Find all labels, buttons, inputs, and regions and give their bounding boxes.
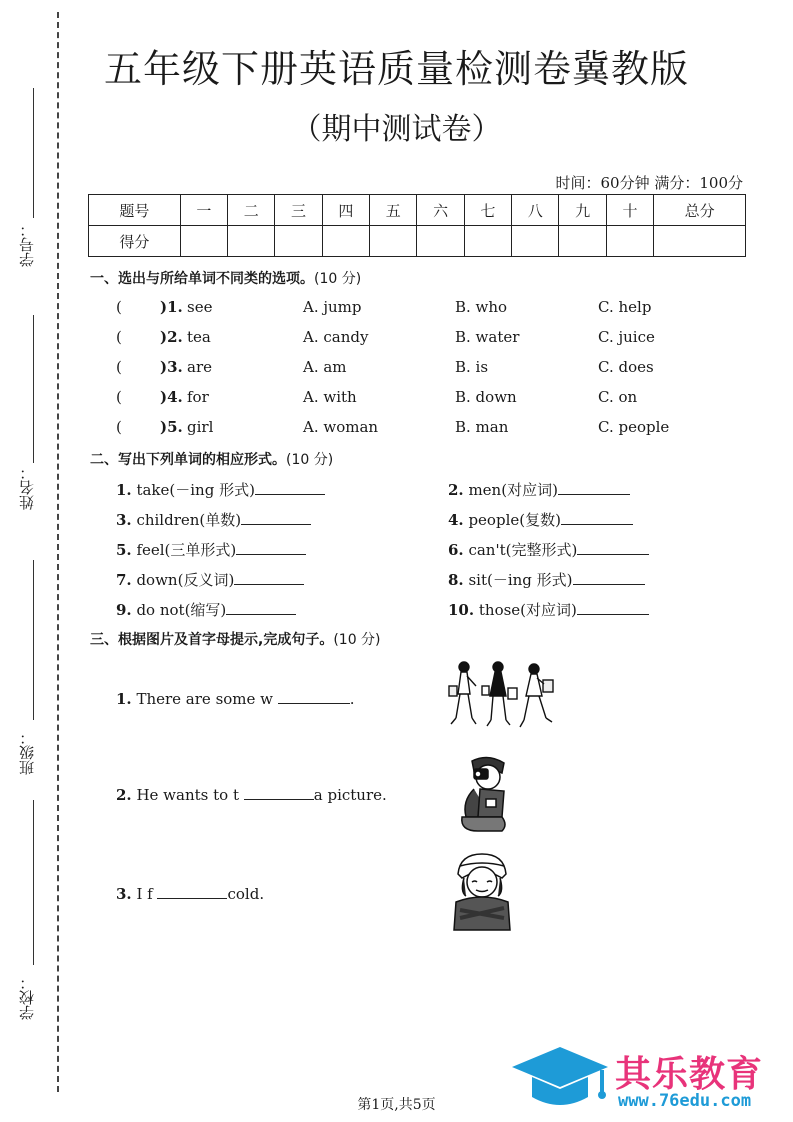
score-cell: 二 [228, 195, 275, 226]
score-input-cell[interactable] [654, 226, 746, 257]
score-cell: 七 [464, 195, 511, 226]
option-b[interactable]: B. man [455, 418, 509, 436]
score-cell: 四 [322, 195, 369, 226]
word-form-row [0, 479, 793, 501]
girl-feeling-cold-illustration [446, 852, 518, 932]
option-b[interactable]: B. water [455, 328, 520, 346]
score-cell: 题号 [89, 195, 181, 226]
women-shopping-illustration [446, 658, 558, 736]
score-table-score-row [89, 226, 746, 257]
score-input-cell[interactable] [512, 226, 559, 257]
page-footer: 第1页,共5页 [357, 1097, 436, 1113]
score-table-header-row [89, 195, 746, 226]
word-form-row [0, 569, 793, 591]
school-line [33, 800, 34, 965]
answer-blank[interactable] [558, 480, 630, 495]
mc-question: ( )3. are A. am B. is C. does [116, 358, 654, 376]
score-cell: 一 [180, 195, 227, 226]
boy-taking-picture-illustration [452, 755, 518, 835]
score-input-cell[interactable] [464, 226, 511, 257]
school-label: 学校： [18, 975, 36, 1020]
word-form-item: 3. children(单数) [116, 509, 311, 530]
option-c[interactable]: C. does [598, 358, 654, 376]
option-b[interactable]: B. who [455, 298, 508, 316]
score-cell: 五 [370, 195, 417, 226]
option-c[interactable]: C. people [598, 418, 670, 436]
word-form-item: 6. can't(完整形式) [448, 539, 649, 560]
answer-blank[interactable] [561, 510, 633, 525]
answer-blank[interactable] [234, 570, 304, 585]
option-a[interactable]: A. with [303, 388, 357, 406]
score-cell: 十 [606, 195, 653, 226]
section2-title: 二、写出下列单词的相应形式。(10 分) [90, 452, 334, 468]
word-form-item: 5. feel(三单形式) [116, 539, 306, 560]
page-subtitle: （期中测试卷） [291, 112, 502, 147]
word-form-item: 9. do not(缩写) [116, 599, 296, 620]
score-cell: 六 [417, 195, 464, 226]
mc-question: ( )1. see A. jump B. who C. help [116, 298, 652, 316]
score-cell: 总分 [654, 195, 746, 226]
class-label: 班级： [18, 730, 36, 775]
word-form-row [0, 599, 793, 621]
picture-sentence: 3. I f cold. [116, 885, 265, 903]
answer-blank[interactable] [573, 570, 645, 585]
word-form-item: 1. take(－ing 形式) [116, 479, 325, 500]
picture-sentence: 1. There are some w . [116, 690, 355, 708]
picture-sentence: 2. He wants to t a picture. [116, 786, 387, 804]
option-c[interactable]: C. juice [598, 328, 655, 346]
time-info: 时间：60分钟 满分：100分 [555, 174, 743, 192]
watermark-url: www.76edu.com [618, 1091, 752, 1111]
score-input-cell[interactable] [417, 226, 464, 257]
option-a[interactable]: A. jump [303, 298, 362, 316]
option-a[interactable]: A. candy [303, 328, 369, 346]
score-row-label: 得分 [89, 226, 181, 257]
option-c[interactable]: C. on [598, 388, 638, 406]
option-a[interactable]: A. am [303, 358, 347, 376]
answer-blank[interactable] [244, 785, 314, 800]
answer-blank[interactable] [226, 600, 296, 615]
word-form-item: 4. people(复数) [448, 509, 633, 530]
name-label: 姓名： [18, 465, 36, 510]
answer-blank[interactable] [278, 689, 350, 704]
word-form-item: 7. down(反义词) [116, 569, 304, 590]
student-id-label: 学号： [18, 222, 36, 267]
option-c[interactable]: C. help [598, 298, 652, 316]
score-input-cell[interactable] [322, 226, 369, 257]
word-form-row [0, 539, 793, 561]
word-form-item: 2. men(对应词) [448, 479, 630, 500]
score-input-cell[interactable] [370, 226, 417, 257]
score-cell: 三 [275, 195, 322, 226]
answer-blank[interactable] [236, 540, 306, 555]
page-title: 五年级下册英语质量检测卷冀教版 [103, 47, 689, 91]
mc-question: ( )4. for A. with B. down C. on [116, 388, 638, 406]
score-input-cell[interactable] [180, 226, 227, 257]
section3-title: 三、根据图片及首字母提示,完成句子。(10 分) [90, 632, 381, 648]
answer-blank[interactable] [577, 600, 649, 615]
option-b[interactable]: B. is [455, 358, 489, 376]
score-input-cell[interactable] [606, 226, 653, 257]
answer-blank[interactable] [157, 884, 227, 899]
score-input-cell[interactable] [228, 226, 275, 257]
watermark-brand: 其乐教育 [615, 1054, 764, 1095]
option-b[interactable]: B. down [455, 388, 517, 406]
score-table [88, 194, 746, 257]
word-form-row [0, 509, 793, 531]
score-input-cell[interactable] [559, 226, 606, 257]
option-a[interactable]: A. woman [303, 418, 379, 436]
word-form-item: 8. sit(－ing 形式) [448, 569, 645, 590]
answer-blank[interactable] [255, 480, 325, 495]
mc-question: ( )5. girl A. woman B. man C. people [116, 418, 670, 436]
score-input-cell[interactable] [275, 226, 322, 257]
score-cell: 八 [512, 195, 559, 226]
answer-blank[interactable] [241, 510, 311, 525]
word-form-item: 10. those(对应词) [448, 599, 649, 620]
graduation-cap-logo-icon [510, 1043, 610, 1115]
answer-blank[interactable] [577, 540, 649, 555]
score-cell: 九 [559, 195, 606, 226]
section1-title: 一、选出与所给单词不同类的选项。(10 分) [90, 271, 362, 287]
mc-question: ( )2. tea A. candy B. water C. juice [116, 328, 655, 346]
